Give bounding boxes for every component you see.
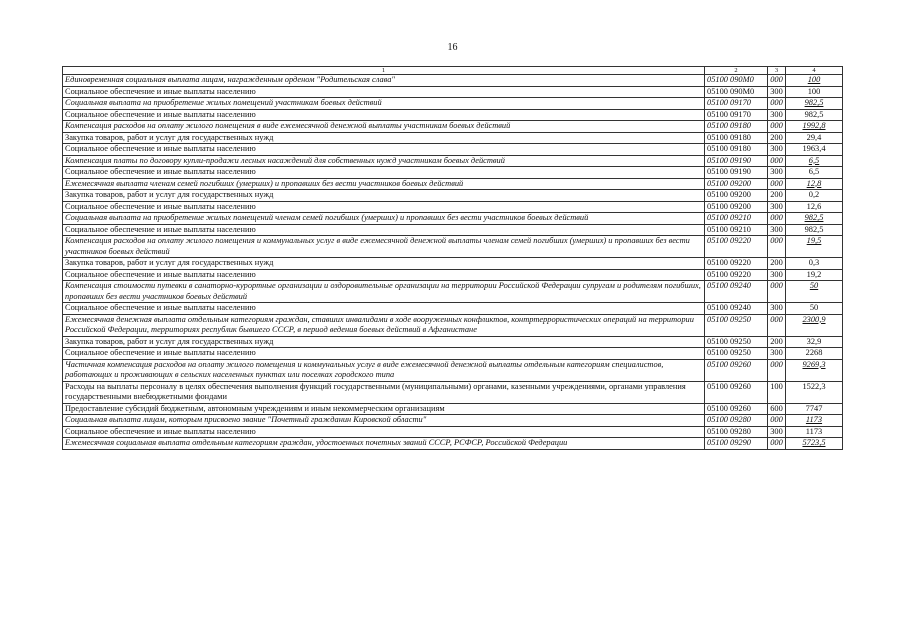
row-expense-type: 000 (768, 75, 786, 87)
row-code: 05100 09240 (705, 303, 768, 315)
table-row (63, 98, 843, 110)
row-code: 05100 09280 (705, 426, 768, 438)
row-expense-type: 600 (768, 403, 786, 415)
row-description: Закупка товаров, работ и услуг для государственных нужд (63, 336, 705, 348)
header-col-3: 3 (768, 67, 786, 75)
table-row (63, 86, 843, 98)
table-row (63, 314, 843, 336)
table-row (63, 201, 843, 213)
table-row (63, 426, 843, 438)
row-expense-type: 300 (768, 426, 786, 438)
row-code: 05100 09260 (705, 359, 768, 381)
row-description: Расходы на выплаты персоналу в целях обеспечения выполнения функций государственными (муниципальными) органами, казенными учреждениями, органами управления государственными внебюджетными фондами (63, 381, 705, 403)
row-amount-value: 1992,8 (802, 121, 826, 130)
row-amount: 50 (786, 303, 843, 315)
row-code: 05100 09170 (705, 109, 768, 121)
row-expense-type: 000 (768, 415, 786, 427)
row-amount (786, 213, 843, 225)
row-description: Единовременная социальная выплата лицам, награжденным орденом "Родительская слава" (63, 75, 705, 87)
row-description: Социальная выплата лицам, которым присвоено звание "Почетный гражданин Кировской области" (63, 415, 705, 427)
row-expense-type: 300 (768, 269, 786, 281)
row-description: Ежемесячная социальная выплата отдельным категориям граждан, удостоенных почетных званий СССР, РСФСР, Российской Федерации (63, 438, 705, 450)
row-code: 05100 09180 (705, 132, 768, 144)
row-amount-value: 1173 (805, 415, 823, 424)
table-row (63, 213, 843, 225)
table-row (63, 281, 843, 303)
row-description: Социальное обеспечение и иные выплаты населению (63, 86, 705, 98)
row-amount (786, 438, 843, 450)
row-amount: 7747 (786, 403, 843, 415)
row-code: 05100 09190 (705, 155, 768, 167)
row-description: Социальное обеспечение и иные выплаты населению (63, 303, 705, 315)
row-expense-type: 000 (768, 213, 786, 225)
row-expense-type: 300 (768, 86, 786, 98)
row-amount: 982,5 (786, 109, 843, 121)
table-row (63, 224, 843, 236)
row-amount: 1173 (786, 426, 843, 438)
row-description: Компенсация расходов на оплату жилого помещения в виде ежемесячной денежной выплаты участникам боевых действий (63, 121, 705, 133)
row-amount-value: 2300,9 (802, 314, 826, 324)
row-code: 05100 09210 (705, 224, 768, 236)
row-amount (786, 98, 843, 110)
row-description: Компенсация стоимости путевки в санаторно-курортные организации и оздоровительные организации на территории Российской Федерации супругам и родителям погибших, пропавших без вести участников боевых действий (63, 281, 705, 303)
row-description: Компенсация платы по договору купли-продажи лесных насаждений для собственных нужд участникам боевых действий (63, 155, 705, 167)
row-amount-value: 19,5 (806, 236, 822, 245)
row-code: 05100 09220 (705, 269, 768, 281)
row-amount-value: 50 (809, 281, 819, 290)
row-description: Социальное обеспечение и иные выплаты населению (63, 167, 705, 179)
table-row (63, 167, 843, 179)
table-row (63, 190, 843, 202)
row-amount (786, 121, 843, 133)
row-amount-value: 12,8 (806, 178, 822, 188)
row-expense-type: 200 (768, 132, 786, 144)
row-expense-type: 200 (768, 336, 786, 348)
row-code: 05100 09200 (705, 178, 768, 190)
row-amount-value: 982,5 (804, 98, 824, 107)
table-row (63, 236, 843, 258)
table-row (63, 303, 843, 315)
row-description: Закупка товаров, работ и услуг для государственных нужд (63, 190, 705, 202)
row-description: Социальное обеспечение и иные выплаты населению (63, 348, 705, 360)
row-expense-type: 100 (768, 381, 786, 403)
row-amount: 100 (786, 86, 843, 98)
table-row (63, 144, 843, 156)
table-row (63, 109, 843, 121)
header-col-1: 1 (63, 67, 705, 75)
row-description: Компенсация расходов на оплату жилого помещения и коммунальных услуг в виде ежемесячной денежной выплаты членам семей погибших (умерших) и пропавших без вести участников боевых действий (63, 236, 705, 258)
row-amount: 1963,4 (786, 144, 843, 156)
row-description: Закупка товаров, работ и услуг для государственных нужд (63, 258, 705, 270)
row-expense-type: 200 (768, 190, 786, 202)
row-expense-type: 200 (768, 258, 786, 270)
row-code: 05100 09210 (705, 213, 768, 225)
row-description: Социальное обеспечение и иные выплаты населению (63, 269, 705, 281)
row-code: 05100 09190 (705, 167, 768, 179)
table-row (63, 403, 843, 415)
row-description: Социальное обеспечение и иные выплаты населению (63, 426, 705, 438)
row-description: Предоставление субсидий бюджетным, автономным учреждениям и иным некоммерческим организациям (63, 403, 705, 415)
row-amount-value: 100 (807, 75, 821, 84)
row-code: 05100 090М0 (705, 86, 768, 98)
table-row (63, 438, 843, 450)
table-row (63, 155, 843, 167)
budget-table (62, 66, 843, 450)
row-description: Социальная выплата на приобретение жилых помещений членам семей погибших (умерших) и пропавших без вести участников боевых действий (63, 213, 705, 225)
row-expense-type: 000 (768, 281, 786, 303)
row-expense-type: 300 (768, 167, 786, 179)
row-code: 05100 09250 (705, 348, 768, 360)
row-expense-type: 300 (768, 109, 786, 121)
row-amount: 982,5 (786, 224, 843, 236)
row-expense-type: 000 (768, 314, 786, 336)
row-description: Ежемесячная денежная выплата отдельным категориям граждан, ставших инвалидами в ходе вооруженных конфликтов, контртеррористических операций на территории Российской Федерации, территориях республик бывшего СССР, в период ведения боевых действий в Афганистане (63, 314, 705, 336)
row-expense-type: 000 (768, 438, 786, 450)
header-col-4: 4 (786, 67, 843, 75)
row-amount (786, 75, 843, 87)
table-row (63, 269, 843, 281)
table-row (63, 336, 843, 348)
budget-table-body (63, 67, 843, 450)
row-expense-type: 300 (768, 303, 786, 315)
row-code: 05100 09240 (705, 281, 768, 303)
row-code: 05100 09200 (705, 201, 768, 213)
row-amount (786, 236, 843, 258)
row-description: Социальное обеспечение и иные выплаты населению (63, 201, 705, 213)
table-row (63, 415, 843, 427)
row-code: 05100 09220 (705, 258, 768, 270)
row-expense-type: 300 (768, 201, 786, 213)
row-amount (786, 155, 843, 167)
row-expense-type: 300 (768, 224, 786, 236)
row-code: 05100 09260 (705, 403, 768, 415)
table-row (63, 258, 843, 270)
row-code: 05100 09220 (705, 236, 768, 258)
row-expense-type: 000 (768, 98, 786, 110)
table-row (63, 381, 843, 403)
row-amount: 0,2 (786, 190, 843, 202)
row-amount: 2268 (786, 348, 843, 360)
row-code: 05100 09250 (705, 336, 768, 348)
row-code: 05100 09250 (705, 314, 768, 336)
row-code: 05100 09170 (705, 98, 768, 110)
row-code: 05100 09180 (705, 121, 768, 133)
row-amount-value: 6,5 (808, 155, 820, 165)
row-amount (786, 281, 843, 303)
row-expense-type: 000 (768, 359, 786, 381)
row-amount (786, 415, 843, 427)
row-description: Социальная выплата на приобретение жилых помещений участникам боевых действий (63, 98, 705, 110)
row-expense-type: 000 (768, 236, 786, 258)
table-row (63, 121, 843, 133)
row-amount-value: 9269,3 (802, 359, 826, 369)
table-row (63, 348, 843, 360)
row-description: Частичная компенсация расходов на оплату жилого помещения и коммунальных услуг в виде ежемесячной денежной выплаты отдельным категориям специалистов, работающих и проживающих в сельских населенных пунктах или поселках городского типа (63, 359, 705, 381)
table-header-row (63, 67, 843, 75)
page-number: 16 (447, 42, 458, 53)
row-amount (786, 359, 843, 381)
row-code: 05100 09260 (705, 381, 768, 403)
table-row (63, 178, 843, 190)
table-row (63, 132, 843, 144)
row-amount (786, 178, 843, 190)
row-code: 05100 09180 (705, 144, 768, 156)
row-expense-type: 000 (768, 155, 786, 167)
row-expense-type: 300 (768, 144, 786, 156)
row-description: Социальное обеспечение и иные выплаты населению (63, 144, 705, 156)
row-expense-type: 000 (768, 121, 786, 133)
row-amount: 19,2 (786, 269, 843, 281)
header-col-2: 2 (705, 67, 768, 75)
row-expense-type: 300 (768, 348, 786, 360)
row-code: 05100 09290 (705, 438, 768, 450)
row-amount: 0,3 (786, 258, 843, 270)
row-amount: 1522,3 (786, 381, 843, 403)
table-row (63, 75, 843, 87)
row-amount: 29,4 (786, 132, 843, 144)
row-amount: 12,6 (786, 201, 843, 213)
row-description: Социальное обеспечение и иные выплаты населению (63, 109, 705, 121)
row-amount: 32,9 (786, 336, 843, 348)
row-amount-value: 5723,5 (802, 438, 826, 447)
row-code: 05100 09200 (705, 190, 768, 202)
row-description: Социальное обеспечение и иные выплаты населению (63, 224, 705, 236)
row-amount-value: 982,5 (804, 213, 824, 222)
row-amount: 6,5 (786, 167, 843, 179)
row-code: 05100 09280 (705, 415, 768, 427)
row-expense-type: 000 (768, 178, 786, 190)
table-row (63, 359, 843, 381)
row-description: Закупка товаров, работ и услуг для государственных нужд (63, 132, 705, 144)
row-amount (786, 314, 843, 336)
row-code: 05100 090М0 (705, 75, 768, 87)
row-description: Ежемесячная выплата членам семей погибших (умерших) и пропавших без вести участников боевых действий (63, 178, 705, 190)
